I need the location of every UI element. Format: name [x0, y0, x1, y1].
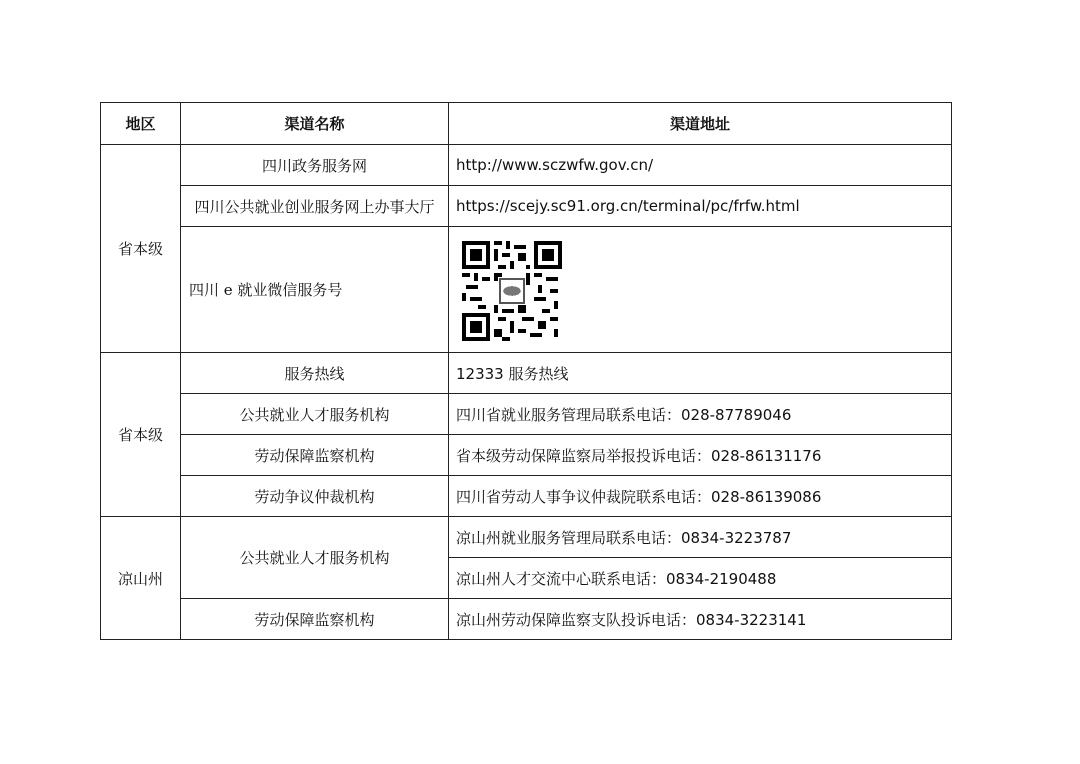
table-row — [101, 599, 952, 640]
channel-address: 凉山州人才交流中心联系电话：0834-2190488 — [449, 558, 952, 599]
channel-address: 四川省劳动人事争议仲裁院联系电话：028-86139086 — [449, 476, 952, 517]
table-row — [101, 227, 952, 353]
table-row — [101, 435, 952, 476]
header-row — [101, 103, 952, 145]
region-cell: 省本级 — [101, 353, 181, 517]
table-row — [101, 394, 952, 435]
channel-table — [100, 102, 952, 640]
header-region: 地区 — [101, 103, 181, 145]
region-cell: 省本级 — [101, 145, 181, 353]
region-cell: 凉山州 — [101, 517, 181, 640]
channel-address: 四川省就业服务管理局联系电话：028-87789046 — [449, 394, 952, 435]
channel-name: 四川 e 就业微信服务号 — [181, 227, 449, 353]
qr-code-icon[interactable] — [462, 241, 562, 341]
table-row — [101, 517, 952, 558]
channel-address-link[interactable]: https://scejy.sc91.org.cn/terminal/pc/frfw.html — [449, 186, 952, 227]
channel-name: 公共就业人才服务机构 — [181, 517, 449, 599]
header-channel-name: 渠道名称 — [181, 103, 449, 145]
channel-name: 服务热线 — [181, 353, 449, 394]
table-row — [101, 145, 952, 186]
channel-address: 省本级劳动保障监察局举报投诉电话：028-86131176 — [449, 435, 952, 476]
channel-name: 劳动保障监察机构 — [181, 435, 449, 476]
header-channel-address: 渠道地址 — [449, 103, 952, 145]
channel-name: 四川公共就业创业服务网上办事大厅 — [181, 186, 449, 227]
table-row — [101, 476, 952, 517]
channel-name: 四川政务服务网 — [181, 145, 449, 186]
channel-name: 公共就业人才服务机构 — [181, 394, 449, 435]
table-row — [101, 186, 952, 227]
channel-address: 12333 服务热线 — [449, 353, 952, 394]
channel-address-link[interactable]: http://www.sczwfw.gov.cn/ — [449, 145, 952, 186]
channel-address: 凉山州就业服务管理局联系电话：0834-3223787 — [449, 517, 952, 558]
qr-cell — [449, 227, 952, 353]
table-row — [101, 353, 952, 394]
channel-name: 劳动争议仲裁机构 — [181, 476, 449, 517]
channel-address: 凉山州劳动保障监察支队投诉电话：0834-3223141 — [449, 599, 952, 640]
channel-name: 劳动保障监察机构 — [181, 599, 449, 640]
